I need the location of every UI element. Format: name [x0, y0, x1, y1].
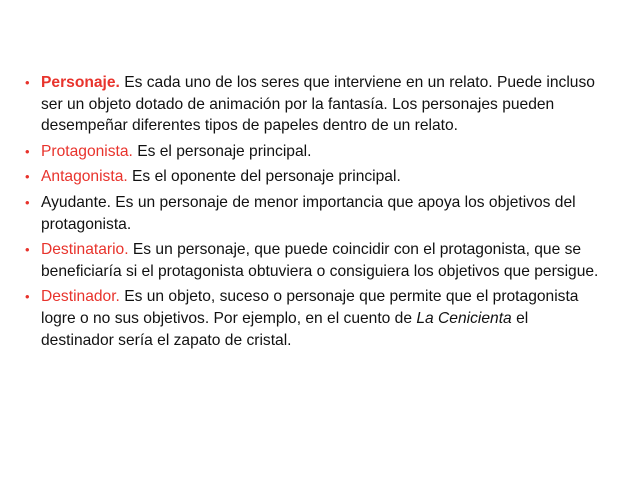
bullet-icon: •	[25, 143, 30, 159]
bullet-destinatario	[24, 239, 600, 282]
term-destinador: Destinador.	[41, 288, 120, 306]
definition-destinador-end: el destinador sería el zapato de cristal.	[41, 309, 529, 349]
definition-destinatario: Es un personaje, que puede coincidir con el protagonista, que se beneficiaría si el protagonista obtuviera o consiguiera los objetivos que persigue.	[41, 241, 599, 280]
bullet-icon: •	[25, 169, 30, 185]
definition-ayudante: Es un personaje de menor importancia que apoya los objetivos del protagonista.	[41, 193, 576, 233]
bullet-antagonista	[24, 166, 600, 188]
bullet-destinador	[24, 286, 600, 351]
definition-antagonista: Es el oponente del personaje principal.	[127, 168, 401, 186]
definition-destinador: Es un objeto, suceso o personaje que permite que el protagonista logre o no sus objetivos. Por ejemplo, en el cuento de	[41, 288, 579, 327]
term-personaje: Personaje.	[41, 74, 120, 91]
bullet-icon: •	[25, 289, 30, 305]
term-ayudante: Ayudante.	[41, 193, 111, 211]
story-title: La Cenicienta	[416, 309, 512, 327]
bullet-list	[24, 72, 600, 355]
definition-personaje: Es cada uno de los seres que interviene en un relato. Puede incluso ser un objeto dotado de animación por la fantasía. Los personajes pueden desempeñar diferentes tipos de papeles dentro de un relato.	[41, 74, 595, 135]
bullet-icon: •	[25, 194, 30, 210]
term-destinatario: Destinatario.	[41, 241, 129, 259]
bullet-personaje	[24, 72, 600, 137]
bullet-icon: •	[25, 242, 30, 258]
term-protagonista: Protagonista.	[41, 142, 133, 160]
definition-protagonista: Es el personaje principal.	[132, 142, 312, 160]
bullet-protagonista	[24, 141, 600, 163]
bullet-icon: •	[25, 75, 30, 90]
bullet-ayudante	[24, 192, 600, 235]
term-antagonista: Antagonista.	[41, 168, 128, 186]
